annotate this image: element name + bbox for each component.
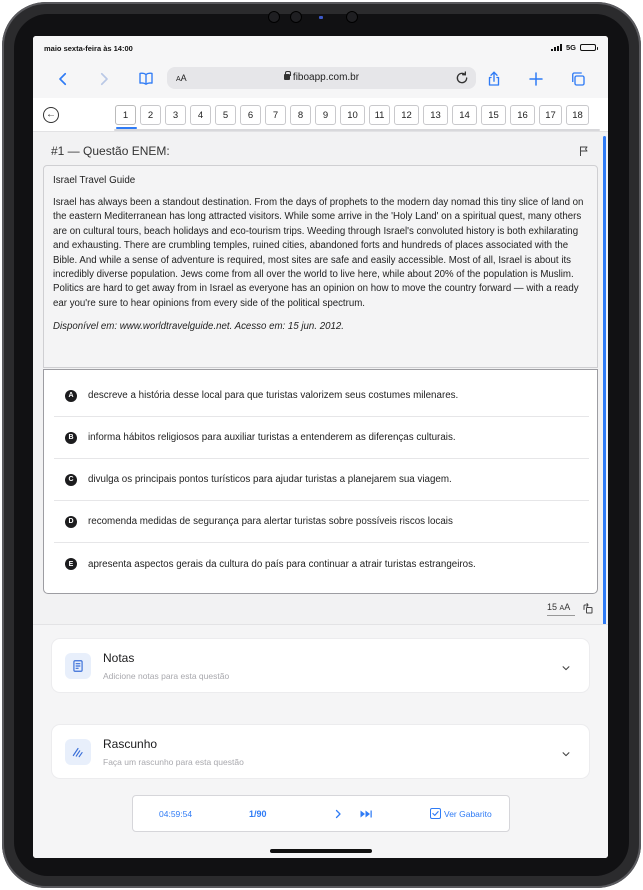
question-number-button[interactable]: 8: [290, 105, 311, 125]
question-number-button[interactable]: 7: [265, 105, 286, 125]
answer-option[interactable]: [54, 375, 589, 417]
font-size-aa: A: [564, 602, 571, 612]
back-circle-arrow-icon[interactable]: ←: [43, 107, 59, 123]
font-size-control[interactable]: 15 AA: [547, 602, 571, 612]
answer-letter: C: [65, 474, 77, 486]
camera-lens: [347, 12, 357, 22]
status-time: maio sexta-feira às 14:00: [44, 44, 133, 53]
screen: [33, 36, 608, 858]
answer-option[interactable]: [54, 417, 589, 459]
draft-card[interactable]: [52, 725, 589, 778]
answer-option[interactable]: [54, 459, 589, 501]
show-answer-key-button[interactable]: Ver Gabarito: [444, 809, 492, 819]
answer-text: divulga os principais pontos turísticos para ajudar turistas a planejarem sua viagem.: [88, 474, 452, 485]
question-number-button[interactable]: 11: [369, 105, 390, 125]
share-icon[interactable]: [482, 67, 506, 91]
question-number-button[interactable]: 5: [215, 105, 236, 125]
browser-toolbar: [33, 60, 608, 98]
question-number-button[interactable]: 1: [115, 105, 136, 125]
passage-source: Disponível em: www.worldtravelguide.net. Acesso em: 15 jun. 2012.: [53, 321, 344, 333]
question-number-button[interactable]: 2: [140, 105, 161, 125]
font-size-value: 15: [547, 602, 558, 612]
checkbox-icon[interactable]: [430, 808, 441, 819]
answer-text: descreve a história desse local para que turistas valorizem seus costumes milenares.: [88, 390, 459, 401]
notes-title: Notas: [103, 651, 135, 665]
question-number-button[interactable]: 13: [423, 105, 448, 125]
next-question-icon[interactable]: [332, 807, 344, 819]
font-size-underline: [547, 615, 575, 616]
question-navigation: [33, 98, 608, 132]
answer-letter: E: [65, 558, 77, 570]
home-indicator: [270, 849, 372, 853]
answer-option[interactable]: [54, 543, 589, 585]
question-number-button[interactable]: 4: [190, 105, 211, 125]
bookmarks-book-icon[interactable]: [134, 67, 158, 91]
chevron-down-icon[interactable]: [561, 746, 571, 756]
question-number-list: [115, 105, 589, 125]
answer-text: recomenda medidas de segurança para alertar turistas sobre possíveis riscos locais: [88, 516, 453, 527]
answer-option[interactable]: [54, 501, 589, 543]
passage-text: Israel has always been a standout destination. From the days of prophets to the modern day nomad this tiny slice of land on the eastern Mediterranean has long attracted visitors. While some arrive in the 'Holy Land' on a spiritual quest, many others are on cultural tours, beach holidays and eco-tourism trips. Weeding through Israel's convoluted history is both exhilarating and exhausting. There are crumbling temples, ruined cities, abandoned forts and hundreds of places associated with the Bible. And while a sense of adventure is required, most sites are safe and easily accessible. Most of all, Israel is about its incredibly diverse population. Jews come from all over the world to live here, while about 20% of the population is Muslim. Politics are hard to get away from in Israel as everyone has an opinion on how to move the country forward — with a ready ear you're sure to hear opinions from every side of the political spectrum.: [53, 197, 584, 309]
exam-bottom-bar: [132, 795, 510, 832]
question-number-button[interactable]: 9: [315, 105, 336, 125]
question-number-button[interactable]: 17: [539, 105, 562, 125]
question-number-button[interactable]: 3: [165, 105, 186, 125]
tabs-overview-icon[interactable]: [566, 67, 590, 91]
battery-icon: [580, 44, 596, 51]
signal-icon: [551, 44, 562, 51]
answer-letter: A: [65, 390, 77, 402]
page-indicator: 1/90: [249, 809, 267, 819]
notes-icon: [65, 653, 91, 679]
question-number-button[interactable]: 16: [510, 105, 535, 125]
question-number-button[interactable]: 6: [240, 105, 261, 125]
answer-text: apresenta aspectos gerais da cultura do país para continuar a atrair turistas estrangeiros.: [88, 558, 476, 570]
passage-title: Israel Travel Guide: [53, 175, 136, 186]
flag-icon[interactable]: [578, 144, 590, 156]
answer-letter: D: [65, 516, 77, 528]
new-tab-plus-icon[interactable]: [524, 67, 548, 91]
url-display[interactable]: [167, 72, 476, 83]
back-chevron-icon[interactable]: [51, 67, 75, 91]
reader-aa-button[interactable]: AA: [176, 73, 187, 83]
camera-lens: [291, 12, 301, 22]
network-label: 5G: [565, 43, 576, 52]
draft-pen-icon: [65, 739, 91, 765]
question-passage: [43, 165, 598, 368]
notes-card[interactable]: [52, 639, 589, 692]
reload-icon[interactable]: [454, 70, 470, 86]
answer-letter: B: [65, 432, 77, 444]
draft-subtitle: Faça um rascunho para esta questão: [103, 757, 244, 767]
status-indicators: [551, 43, 596, 52]
chevron-down-icon[interactable]: [561, 660, 571, 670]
camera-strip: [0, 0, 643, 30]
question-number-button[interactable]: 10: [340, 105, 365, 125]
question-number-button[interactable]: 18: [566, 105, 589, 125]
sensor-dot: [319, 16, 323, 19]
lock-icon: [284, 74, 290, 80]
question-number-button[interactable]: 14: [452, 105, 477, 125]
rotate-icon[interactable]: [582, 602, 594, 614]
exam-timer: 04:59:54: [159, 809, 193, 819]
last-question-icon[interactable]: [359, 807, 373, 819]
question-number-button[interactable]: 12: [394, 105, 419, 125]
answer-text: informa hábitos religiosos para auxiliar turistas a entenderem as diferenças culturais.: [88, 432, 456, 443]
question-number-button[interactable]: 15: [481, 105, 506, 125]
camera-lens: [269, 12, 279, 22]
draft-title: Rascunho: [103, 737, 158, 751]
status-bar: [33, 36, 608, 60]
horizontal-scrollbar[interactable]: [114, 129, 600, 131]
answer-options: [43, 369, 598, 594]
forward-chevron-icon[interactable]: [92, 67, 116, 91]
notes-subtitle: Adicione notas para esta questão: [103, 671, 230, 681]
address-bar[interactable]: [167, 67, 476, 89]
url-text: fiboapp.com.br: [292, 72, 360, 83]
question-header: #1 — Questão ENEM:: [51, 144, 170, 158]
